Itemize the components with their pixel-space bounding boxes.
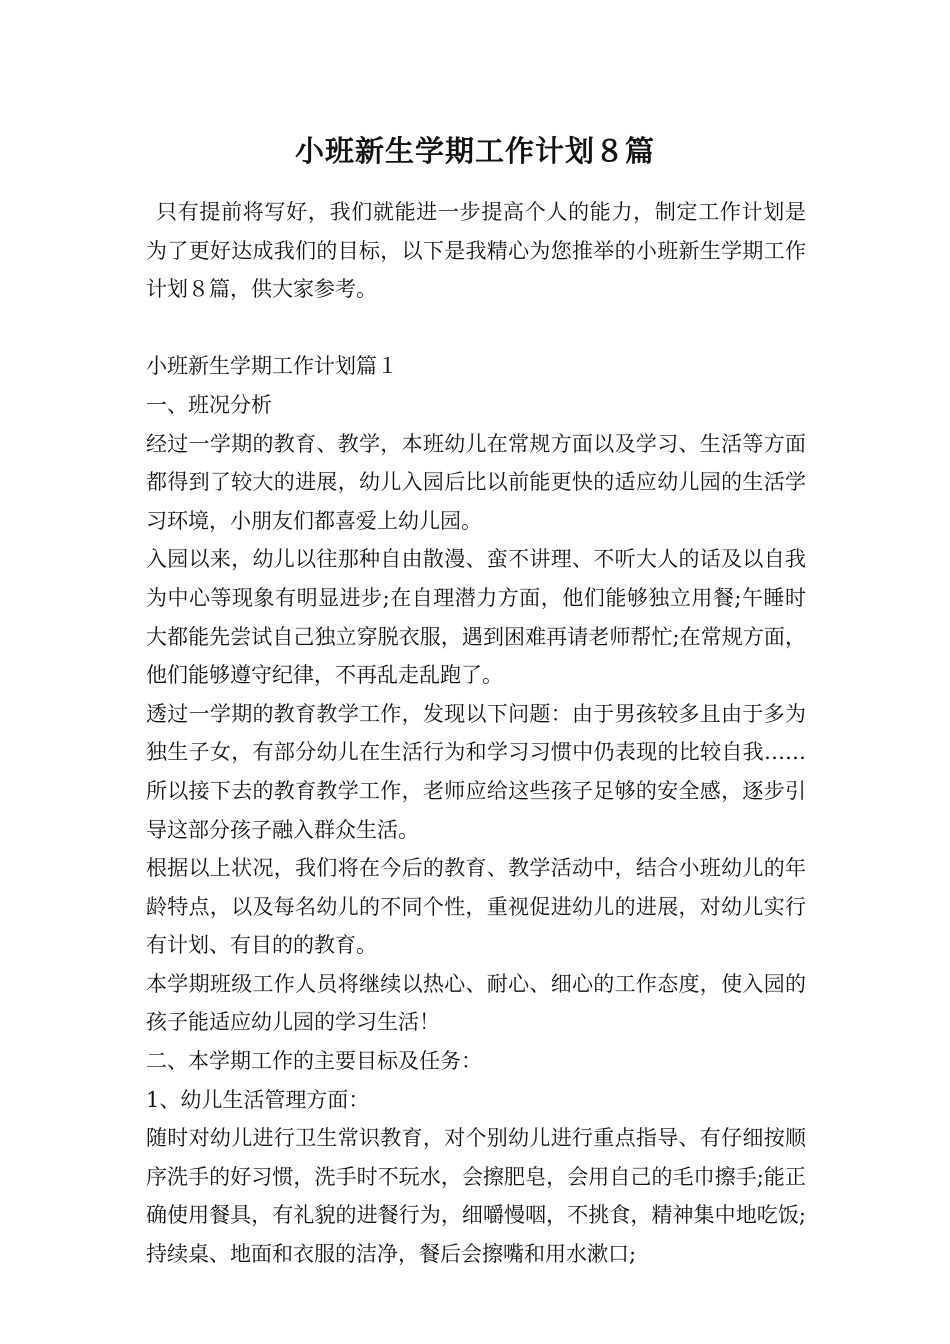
subheading-class-analysis: 一、班况分析	[146, 392, 272, 417]
subheading-goals: 二、本学期工作的主要目标及任务：	[146, 1049, 482, 1074]
body-paragraph: 根据以上状况，我们将在今后的教育、教学活动中，结合小班幼儿的年龄特点，以及每名幼儿的不同个性，重视促进幼儿的进展，对幼儿实行有计划、有目的的教育。	[146, 856, 806, 958]
document-body	[146, 193, 806, 1274]
intro-paragraph: 只有提前将写好，我们就能进一步提高个人的能力，制定工作计划是为了更好达成我们的目标，以下是我精心为您推举的小班新生学期工作计划８篇，供大家参考。	[146, 200, 806, 302]
body-paragraph: 经过一学期的教育、教学，本班幼儿在常规方面以及学习、生活等方面都得到了较大的进展，幼儿入园后比以前能更快的适应幼儿园的生活学习环境，小朋友们都喜爱上幼儿园。	[146, 431, 806, 533]
body-paragraph: 透过一学期的教育教学工作，发现以下问题：由于男孩较多且由于多为独生子女，有部分幼儿在生活行为和学习习惯中仍表现的比较自我……所以接下去的教育教学工作，老师应给这些孩子足够的安全感，逐步引导这部分孩子融入群众生活。	[146, 701, 806, 842]
section-heading: 小班新生学期工作计划篇１	[146, 354, 398, 379]
body-paragraph: 随时对幼儿进行卫生常识教育，对个别幼儿进行重点指导、有仔细按顺序洗手的好习惯，洗手时不玩水，会擦肥皂，会用自己的毛巾擦手;能正确使用餐具，有礼貌的进餐行为，细嚼慢咽，不挑食，精神集中地吃饭;持续桌、地面和衣服的洁净，餐后会擦嘴和用水漱口;	[146, 1126, 806, 1267]
subheading-life-management: 1、幼儿生活管理方面：	[146, 1087, 370, 1112]
document-title: 小班新生学期工作计划８篇	[294, 134, 655, 168]
body-paragraph: 入园以来，幼儿以往那种自由散漫、蛮不讲理、不听大人的话及以自我为中心等现象有明显进步;在自理潜力方面，他们能够独立用餐;午睡时大都能先尝试自己独立穿脱衣服，遇到困难再请老师帮忙;在常规方面，他们能够遵守纪律，不再乱走乱跑了。	[146, 547, 806, 688]
paragraph-gap	[146, 309, 806, 348]
body-paragraph: 本学期班级工作人员将继续以热心、耐心、细心的工作态度，使入园的孩子能适应幼儿园的学习生活！	[146, 971, 806, 1035]
